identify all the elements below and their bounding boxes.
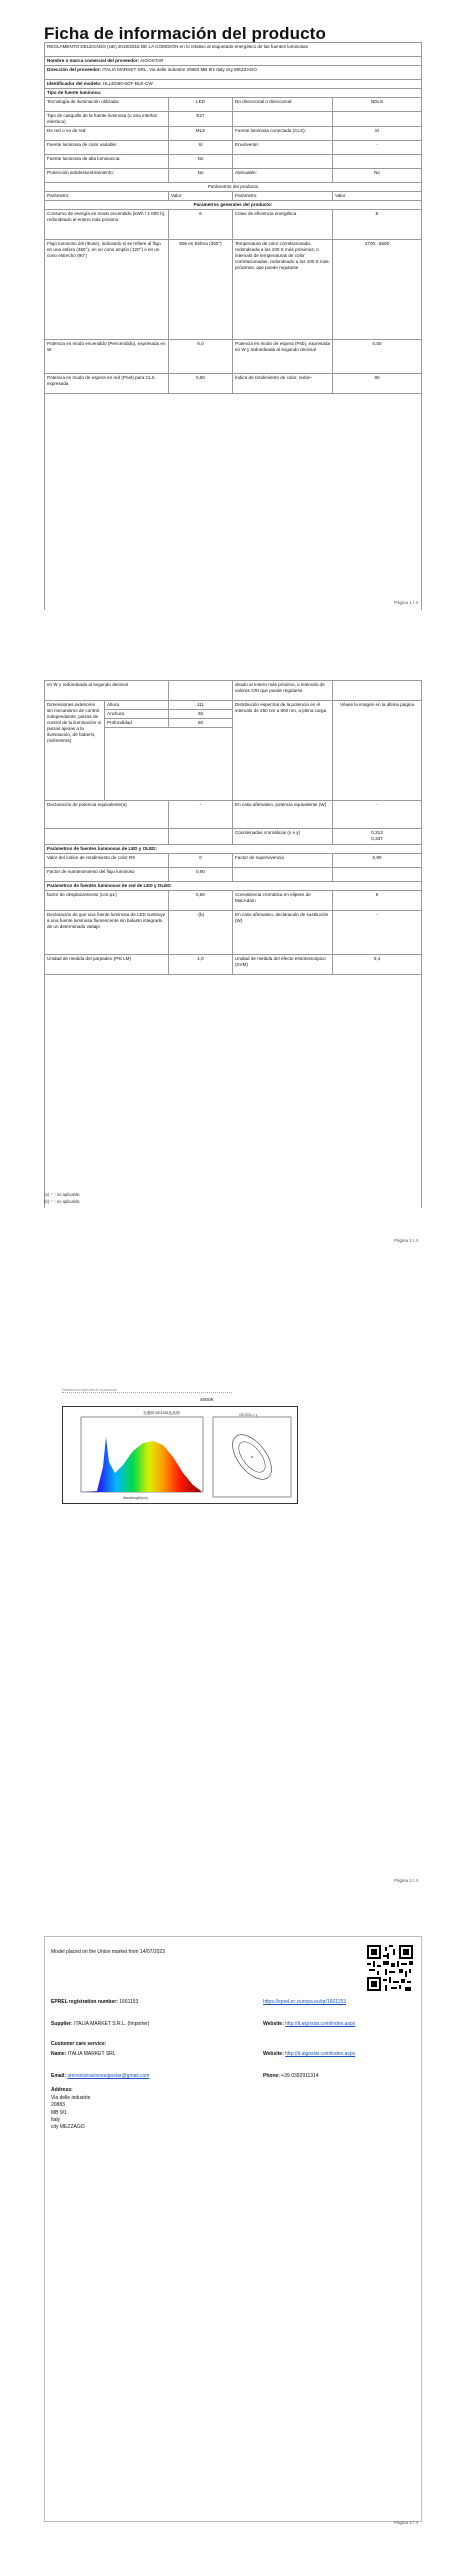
params-header: Parámetros del producto	[207, 183, 259, 189]
table-row	[45, 127, 421, 141]
table-row	[45, 854, 421, 868]
eprel-reg-value: 1661153	[119, 1999, 139, 2005]
param-value	[333, 112, 421, 126]
website-link[interactable]: http://it.aigostar.com/index.aspx	[285, 2021, 356, 2027]
param-label: Tecnología de iluminación utilizada:	[45, 98, 169, 111]
dimension-name: Anchura	[105, 710, 169, 718]
param-value: 0,50	[169, 374, 233, 393]
param-value: 80	[374, 374, 380, 380]
param-value	[333, 155, 421, 168]
dimension-row	[105, 710, 232, 719]
dimension-name: Altura	[105, 701, 169, 709]
param-label: Fuente luminosa conectada (CLS):	[233, 127, 333, 140]
cri-cont-text: deado al entero más próximo, o intervalo de valores CRI que puede regularse	[233, 681, 333, 700]
phone-label: Phone:	[263, 2073, 280, 2079]
email-label: Email:	[51, 2073, 67, 2079]
product-info-table-continued	[44, 680, 422, 1208]
param-value: 0,90	[169, 868, 233, 881]
param-label: factor de desplazamiento (cos φ1)	[45, 891, 169, 910]
param-label: Tipo de casquillo de la fuente luminosa (u otra interfaz eléctrica)	[45, 112, 169, 126]
eprel-reg-label: EPREL registration number:	[51, 1999, 118, 2005]
table-row	[45, 240, 421, 340]
spectrum-xlabel: Wavelength(nm)	[123, 1496, 148, 1500]
led-params-header: Parámetros de fuentes luminosas de LED y OLED:	[47, 846, 158, 851]
address-block	[51, 2095, 90, 2131]
care-name-label: Name:	[51, 2051, 67, 2057]
param-label: Potencia en modo encendido (Pencendido), expresada en W	[45, 340, 169, 373]
eprel-card	[44, 1936, 422, 2522]
page-number: Página 4 / 4	[393, 2520, 418, 2525]
col-value-2: Valor	[335, 192, 346, 198]
table-row	[45, 868, 421, 882]
dimension-row	[105, 719, 232, 728]
equiv-power-label: Declaración de potencia equivalente(a)	[45, 801, 169, 828]
param-value: Sí	[374, 127, 380, 133]
param-value: MLS	[169, 127, 233, 140]
param-value: 806 en Esfera (360°)	[169, 240, 233, 339]
spectrum-figure	[62, 1406, 298, 1504]
table-row	[45, 210, 421, 240]
param-label: Potencia en modo de espera (Psb), expresada en W y redondeada al segundo decimal	[233, 340, 333, 373]
chromaticity-point	[251, 1456, 253, 1458]
supplier-value: ITALIA MARKET S.R.L. (Importer)	[74, 2021, 150, 2027]
equiv-power-value: -	[169, 801, 233, 828]
param-value: E	[375, 210, 379, 216]
standby-cont-text: en W y redondeada al segundo decimal	[45, 681, 169, 700]
address-label: Dirección del proveedor:	[47, 67, 102, 72]
col-param-2: Parámetro	[233, 192, 333, 200]
param-label: Unidad de medida del parpadeo (Pst LM)	[45, 955, 169, 974]
param-label	[233, 868, 333, 881]
col-param-1: Parámetro	[45, 192, 169, 200]
param-label: Unidad de medida del efecto estroboscópico (SVM)	[233, 955, 333, 974]
param-label: En caso afirmativo, declaración de sustitución (W)	[233, 911, 333, 954]
param-label: Clase de eficiencia energética	[233, 210, 333, 239]
phone-value: +39 0392911314	[281, 2073, 319, 2079]
param-label: Fuente luminosa de alta luminancia:	[45, 155, 169, 168]
customer-care-header: Customer care service:	[51, 2041, 107, 2047]
dimension-value: 60	[197, 719, 204, 725]
param-value: -(b)	[169, 911, 233, 954]
email-link[interactable]: amministrazioneaigostar@gmail.com	[67, 2073, 150, 2079]
param-value: 6	[375, 892, 379, 897]
qr-code-icon[interactable]	[367, 1945, 413, 1991]
dimension-value: 60	[197, 710, 204, 716]
param-label: Valor del índice de rendimiento de color R9	[45, 854, 169, 867]
care-name-value: ITALIA MARKET SRL	[67, 2051, 116, 2057]
chroma-y: 0,337	[371, 835, 383, 841]
table-row	[45, 98, 421, 112]
address-value: ITALIA MARKET SRL, Via delle industrie 20883 MB 9/1 Italy city MEZZAGO	[102, 67, 257, 72]
param-label: Atenuable:	[233, 169, 333, 182]
address-line: MB 9/1	[51, 2109, 67, 2116]
spectral-value: Véase la imagen en la última página	[339, 702, 415, 707]
param-label: Protección antideslumbramiento:	[45, 169, 169, 182]
param-value: 0,90	[372, 855, 382, 860]
table-row	[45, 911, 421, 955]
supplier-label: Supplier:	[51, 2021, 73, 2027]
dimension-name: Profundidad	[105, 719, 169, 727]
param-label: Factor de supervivencia	[233, 854, 333, 867]
param-label: Índice de rendimiento de color, redon-	[233, 374, 333, 393]
param-value: NDLS	[370, 99, 384, 104]
care-website-label: Website:	[263, 2051, 284, 2057]
address-line: 20883	[51, 2102, 65, 2109]
equiv-power-w-label: En caso afirmativo, potencia equivalente (W)	[233, 801, 333, 828]
spectrum-svg	[63, 1407, 299, 1505]
param-value: 6,0	[169, 340, 233, 373]
param-value: No	[374, 169, 380, 175]
table-row	[45, 155, 421, 169]
model-label: Identificador del modelo:	[47, 81, 102, 86]
document-title: Ficha de información del producto	[44, 24, 326, 43]
page-number: Página 3 / 4	[393, 1878, 418, 1883]
spectral-label: Distribución espectral de la potencia en el intervalo de 250 nm a 800 nm, a plena carga	[233, 701, 333, 800]
chromaticity-label: Coordenadas cromáticas (x e y)	[233, 829, 333, 844]
footnote-b: (b) '-' : no aplicable;	[44, 1198, 81, 1204]
page-2	[0, 640, 452, 1280]
figure-small-caption: Distribución espectral de la potencia	[62, 1388, 232, 1393]
param-value: 6	[169, 210, 233, 239]
col-value-1: Valor	[169, 192, 233, 200]
param-value: 2700...6500	[364, 240, 390, 246]
param-value: E27	[169, 112, 233, 126]
regulation-text: REGLAMENTO DELEGADO (UE) 2019/2015 DE LA COMISIÓN en lo relativo al etiquetado energético de las fuentes luminosas	[47, 44, 308, 49]
page-number: Página 1 / 4	[393, 600, 418, 605]
address-line: Italy	[51, 2116, 61, 2123]
param-label: Temperatura de color correlacionada, redondeada a los 100 K más próximos, o intervalo de temperaturas de color correlacionadas, redondeado a los 100 K más próximos, que puede regularse	[233, 240, 333, 339]
table-row	[45, 374, 421, 394]
footnote-a: (a) '-' : no aplicable;	[44, 1192, 81, 1197]
param-label: Envolvente:	[233, 141, 333, 154]
param-value: -	[376, 141, 378, 147]
param-label: No direccional o direccional:	[233, 98, 333, 111]
dimension-value: 111	[197, 702, 204, 707]
page-4	[0, 1920, 452, 2560]
page-3	[0, 1280, 452, 1920]
general-params-header: Parámetros generales del producto:	[193, 201, 273, 207]
care-website-link[interactable]: http://it.aigostar.com/index.aspx	[285, 2051, 356, 2057]
param-value: 0,50	[372, 340, 382, 346]
red-params-header: Parámetros de fuentes luminosas de red de LED y OLED:	[47, 883, 173, 888]
equiv-power-w-value: -	[376, 802, 378, 807]
table-row	[45, 141, 421, 155]
dimension-row	[105, 701, 232, 710]
market-placement-text: Model placed on the Union market from 14/07/2023	[51, 1949, 165, 1955]
param-value: 0	[169, 854, 233, 867]
param-label: De red o no de red:	[45, 127, 169, 140]
param-value: 0,4	[373, 956, 381, 961]
page-1	[0, 0, 452, 640]
param-label: Potencia en modo de espera en red (Pnet) para CLS, expresada	[45, 374, 169, 393]
dimensions-label: Dimensiones exteriores sin mecanismo de control independiente, piezas de control de la iluminación ni piezas ajenas a la iluminación, de haberlo, (milímetros)	[45, 701, 105, 800]
param-label: Consumo de energía en modo encendido (kWh / 1 000 h), redondeado al entero más próximo	[45, 210, 169, 239]
website-label: Website:	[263, 2021, 284, 2027]
cie-title: CIE1931 x, y	[239, 1413, 258, 1417]
param-value: LED	[169, 98, 233, 111]
table-row	[45, 340, 421, 374]
table-row	[45, 955, 421, 975]
figure-cct-label: 4000K	[200, 1398, 214, 1403]
address-line: city MEZZAGO	[51, 2124, 85, 2130]
param-label: Consistencia cromática en elipses de MacAdam	[233, 891, 333, 910]
param-value: No	[169, 155, 233, 168]
table-row	[45, 112, 421, 127]
footnotes	[44, 1192, 80, 1205]
chroma-x: 0,313	[371, 830, 383, 835]
param-value	[333, 868, 421, 881]
param-label: Factor de mantenimiento del flujo luminoso	[45, 868, 169, 881]
page-number: Página 2 / 4	[393, 1238, 418, 1243]
param-value: No	[169, 169, 233, 182]
table-row	[45, 169, 421, 183]
param-label: Fuente luminosa de color variable:	[45, 141, 169, 154]
spectrum-title: 光谱图 CIE1931色品图	[143, 1411, 180, 1415]
address-line: Via delle industrie	[51, 2095, 91, 2101]
eprel-link[interactable]: https://eprel.ec.europa.eu/qr/1661153	[263, 1999, 347, 2005]
supplier-label: Nombre o marca comercial del proveedor:	[47, 58, 140, 63]
param-label: Flujo luminoso útil (Φuse), indicando si se refiere al flujo en una esfera (360°), en un cono amplio (120°) o en un cono estrecho (90°)	[45, 240, 169, 339]
param-value: -	[376, 912, 378, 917]
param-value: 0,50	[169, 891, 233, 910]
param-label: Declaración de que una fuente luminosa de LED sustituye a una fuente luminosa fluorescente sin balasto integrado de un determinado vatiaje.	[45, 911, 169, 954]
table-row	[45, 891, 421, 911]
address-label: Address:	[51, 2087, 73, 2093]
light-source-type-header: Tipo de fuente luminosa:	[47, 90, 102, 95]
model-value: HLLED60-6GF-BLE-CW	[102, 81, 153, 86]
spectrum-curve	[83, 1437, 201, 1492]
param-value: Sí	[169, 141, 233, 154]
param-label	[233, 155, 333, 168]
supplier-value: AIGOSTAR	[140, 58, 164, 63]
product-info-table	[44, 42, 422, 610]
param-value: 1,0	[169, 955, 233, 974]
param-label	[233, 112, 333, 126]
